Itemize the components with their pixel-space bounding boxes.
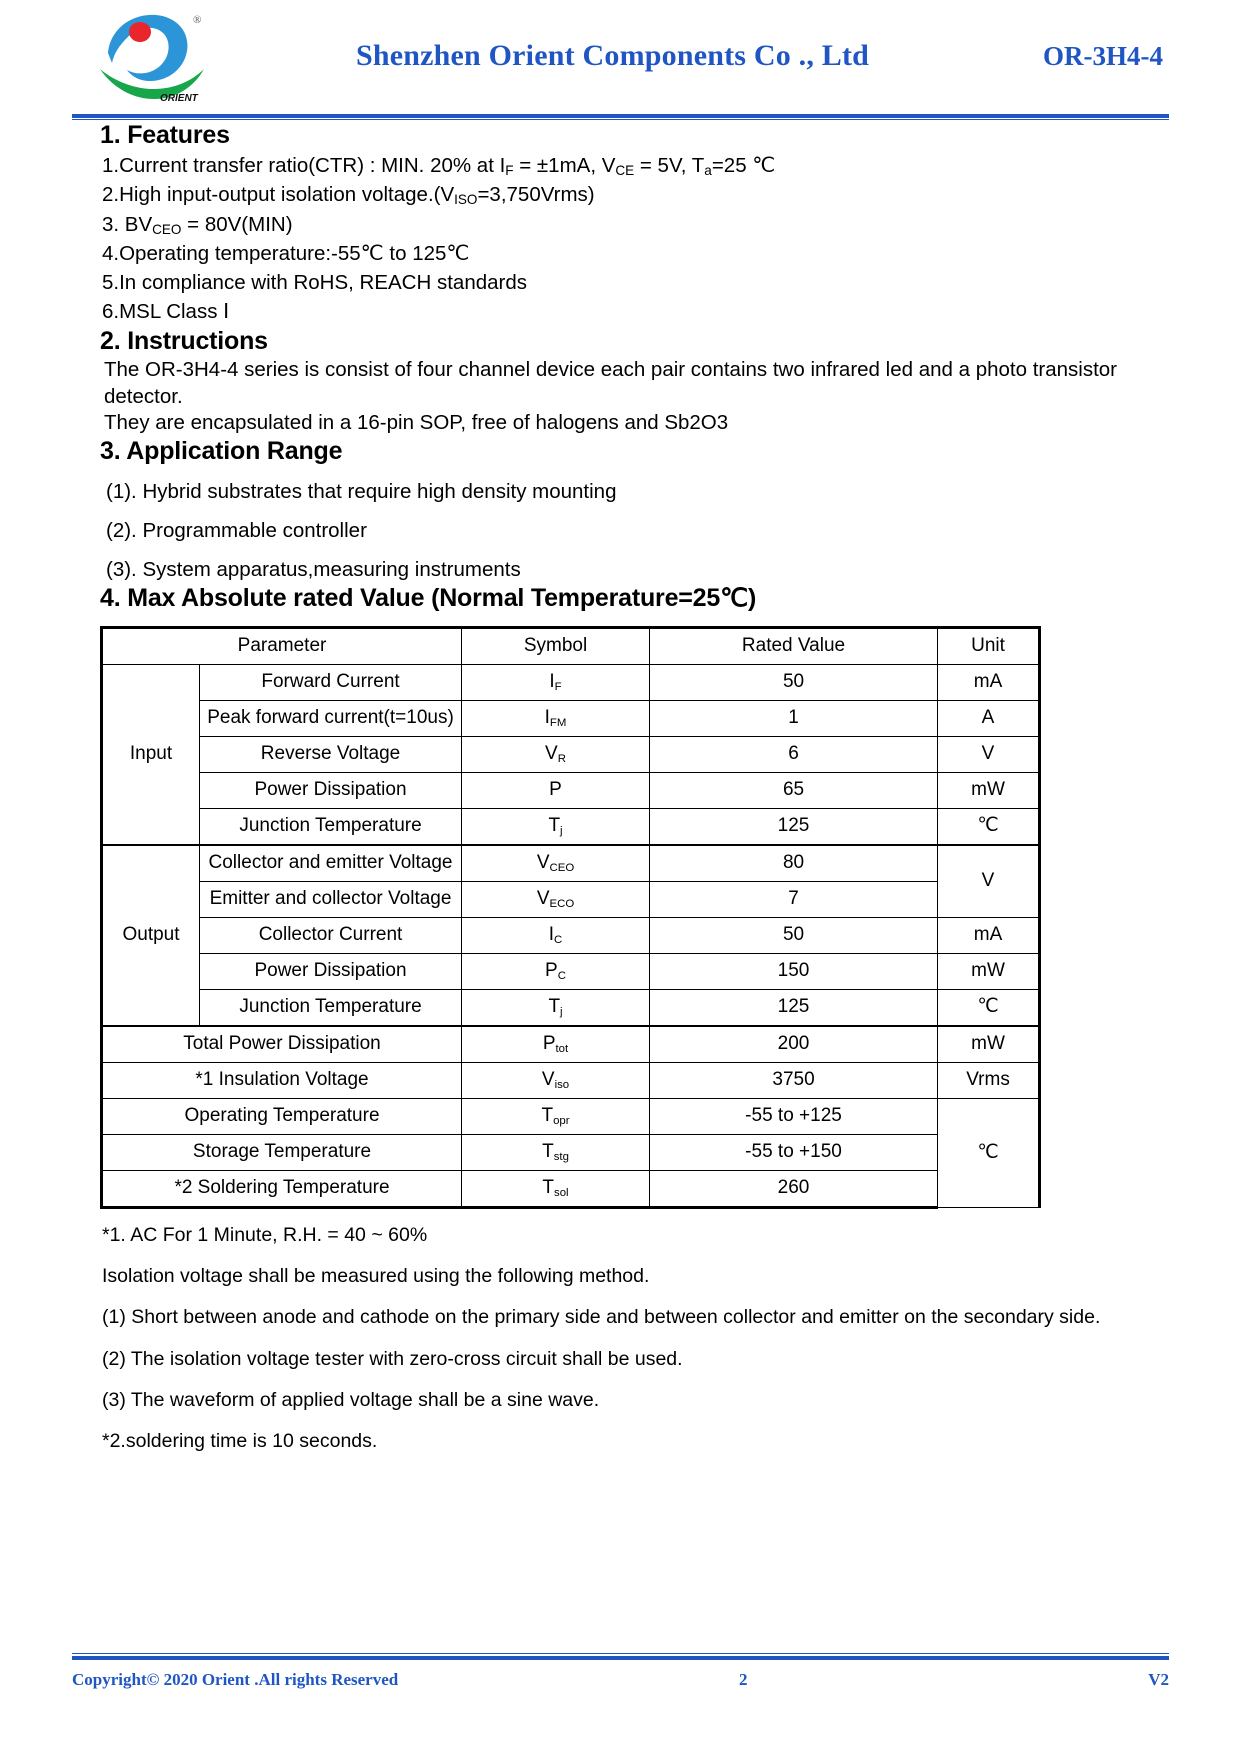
cell-symbol: $I_{FM}$	[462, 700, 650, 736]
cell-unit: ℃	[938, 808, 1040, 845]
cell-unit: V	[938, 845, 1040, 918]
table-row	[102, 1134, 1040, 1170]
instructions-paragraph: They are encapsulated in a 16-pin SOP, free of halogens and Sb2O3	[104, 410, 729, 434]
list-item: (1). Hybrid substrates that require high density mounting	[106, 480, 617, 504]
column-header-parameter: Parameter	[102, 627, 462, 664]
cell-parameter: *2 Soldering Temperature	[102, 1170, 462, 1207]
cell-parameter: *1 Insulation Voltage	[102, 1062, 462, 1098]
cell-parameter: Power Dissipation	[200, 772, 462, 808]
cell-symbol: $T_{stg}$	[462, 1134, 650, 1170]
cell-value: 200	[650, 1026, 938, 1063]
cell-parameter: Operating Temperature	[102, 1098, 462, 1134]
cell-value: 125	[650, 808, 938, 845]
table-row	[102, 772, 1040, 808]
list-item: (3). System apparatus,measuring instruments	[106, 557, 521, 581]
cell-symbol: $I_C$	[462, 917, 650, 953]
cell-unit: mW	[938, 1026, 1040, 1063]
cell-symbol: $T_j$	[462, 808, 650, 845]
group-label-output: Output	[102, 845, 200, 1026]
footer-page-number: 2	[738, 1670, 748, 1689]
footer-version: V2	[1148, 1670, 1169, 1689]
list-item: 3. $BV_{CEO} = 80V(MIN)$	[102, 212, 293, 237]
cell-value: 65	[650, 772, 938, 808]
list-item: 4.Operating temperature:-55℃ to 125℃	[102, 241, 470, 265]
cell-parameter: Junction Temperature	[200, 989, 462, 1026]
cell-symbol: $V_{ECO}$	[462, 881, 650, 917]
table-row	[102, 989, 1040, 1026]
footnote: Isolation voltage shall be measured using the following method.	[102, 1264, 650, 1287]
cell-value: 3750	[650, 1062, 938, 1098]
cell-value: 1	[650, 700, 938, 736]
page-content	[72, 120, 1169, 1455]
footer-copyright: Copyright© 2020 Orient .All rights Reserved	[72, 1670, 399, 1689]
table-row	[102, 736, 1040, 772]
cell-symbol: $T_j$	[462, 989, 650, 1026]
column-header-unit: Unit	[938, 627, 1040, 664]
cell-parameter: Reverse Voltage	[200, 736, 462, 772]
max-ratings-table	[100, 626, 1041, 1209]
cell-parameter: Emitter and collector Voltage	[200, 881, 462, 917]
table-row	[102, 845, 1040, 882]
cell-value: 150	[650, 953, 938, 989]
cell-parameter: Total Power Dissipation	[102, 1026, 462, 1063]
footnotes	[100, 1223, 1161, 1455]
cell-value: 125	[650, 989, 938, 1026]
cell-symbol: $P_C$	[462, 953, 650, 989]
cell-unit: mW	[938, 772, 1040, 808]
instructions-paragraph: The OR-3H4-4 series is consist of four channel device each pair contains two infrared led and a photo transistor detector.	[104, 358, 1117, 408]
company-title: Shenzhen Orient Components Co ., Ltd	[355, 39, 870, 72]
footnote: (2) The isolation voltage tester with zero-cross circuit shall be used.	[102, 1347, 683, 1370]
table-row	[102, 917, 1040, 953]
cell-unit: A	[938, 700, 1040, 736]
footnote: (3) The waveform of applied voltage shall be a sine wave.	[102, 1388, 600, 1411]
table-row	[102, 664, 1040, 700]
cell-value: -55 to +125	[650, 1098, 938, 1134]
cell-value: 50	[650, 664, 938, 700]
cell-parameter: Power Dissipation	[200, 953, 462, 989]
cell-symbol: $T_{opr}$	[462, 1098, 650, 1134]
cell-parameter: Collector Current	[200, 917, 462, 953]
cell-value: 6	[650, 736, 938, 772]
table-row	[102, 808, 1040, 845]
part-number: OR-3H4-4	[1043, 40, 1163, 71]
cell-symbol: $I_F$	[462, 664, 650, 700]
cell-symbol: $V_{CEO}$	[462, 845, 650, 882]
cell-parameter: Peak forward current(t=10us)	[200, 700, 462, 736]
cell-unit: Vrms	[938, 1062, 1040, 1098]
footnote: (1) Short between anode and cathode on the primary side and between collector and emitter on the secondary side.	[102, 1306, 1101, 1329]
list-item: 2.High input-output isolation $voltage.(V_{ISO}=3,750Vrms)$	[102, 183, 595, 208]
footnote: *2.soldering time is 10 seconds.	[102, 1430, 378, 1453]
column-header-symbol: Symbol	[462, 627, 650, 664]
cell-symbol: $T_{sol}$	[462, 1170, 650, 1207]
cell-parameter: Junction Temperature	[200, 808, 462, 845]
cell-symbol: $P_{tot}$	[462, 1026, 650, 1063]
cell-parameter: Forward Current	[200, 664, 462, 700]
page-footer	[72, 1653, 1169, 1690]
list-item: 6.MSL Class Ⅰ	[102, 299, 230, 323]
cell-symbol: $V_R$	[462, 736, 650, 772]
cell-value: 260	[650, 1170, 938, 1207]
cell-unit: mA	[938, 917, 1040, 953]
table-row	[102, 1170, 1040, 1207]
features-list	[100, 151, 1161, 326]
list-item: 1.Current transfer ratio(CTR) : MIN. 20% at $I_F = \pm 1mA$, $V_{CE} = 5V$, $T_a=25$ ℃	[102, 154, 776, 179]
table-row	[102, 881, 1040, 917]
cell-value: 80	[650, 845, 938, 882]
cell-unit: mA	[938, 664, 1040, 700]
cell-symbol: $V_{iso}$	[462, 1062, 650, 1098]
cell-value: 50	[650, 917, 938, 953]
list-item: (2). Programmable controller	[106, 518, 367, 542]
cell-symbol: P	[462, 772, 650, 808]
header-divider	[72, 114, 1169, 120]
cell-parameter: Collector and emitter Voltage	[200, 845, 462, 882]
table-row	[102, 1026, 1040, 1063]
table-header-row	[102, 627, 1040, 664]
svg-text:®: ®	[193, 14, 202, 26]
footnote: *1. AC For 1 Minute, R.H. = 40 ~ 60%	[102, 1223, 428, 1246]
heading-instructions: 2. Instructions	[100, 327, 268, 356]
cell-unit: ℃	[938, 1098, 1040, 1207]
cell-unit: mW	[938, 953, 1040, 989]
footer-divider	[72, 1653, 1169, 1660]
cell-value: 7	[650, 881, 938, 917]
table-row	[102, 700, 1040, 736]
heading-application-range: 3. Application Range	[100, 437, 343, 466]
table-row	[102, 1098, 1040, 1134]
orient-logo	[94, 7, 212, 105]
list-item: 5.In compliance with RoHS, REACH standards	[102, 270, 527, 294]
cell-parameter: Storage Temperature	[102, 1134, 462, 1170]
group-label-input: Input	[102, 664, 200, 845]
table-row	[102, 953, 1040, 989]
heading-features: 1. Features	[100, 121, 230, 149]
cell-value: -55 to +150	[650, 1134, 938, 1170]
table-row	[102, 1062, 1040, 1098]
column-header-rated-value: Rated Value	[650, 627, 938, 664]
svg-text:ORIENT: ORIENT	[160, 93, 198, 104]
page-header	[72, 0, 1169, 112]
cell-unit: V	[938, 736, 1040, 772]
cell-unit: ℃	[938, 989, 1040, 1026]
heading-max-ratings: 4. Max Absolute rated Value (Normal Temperature=25℃)	[100, 584, 757, 613]
